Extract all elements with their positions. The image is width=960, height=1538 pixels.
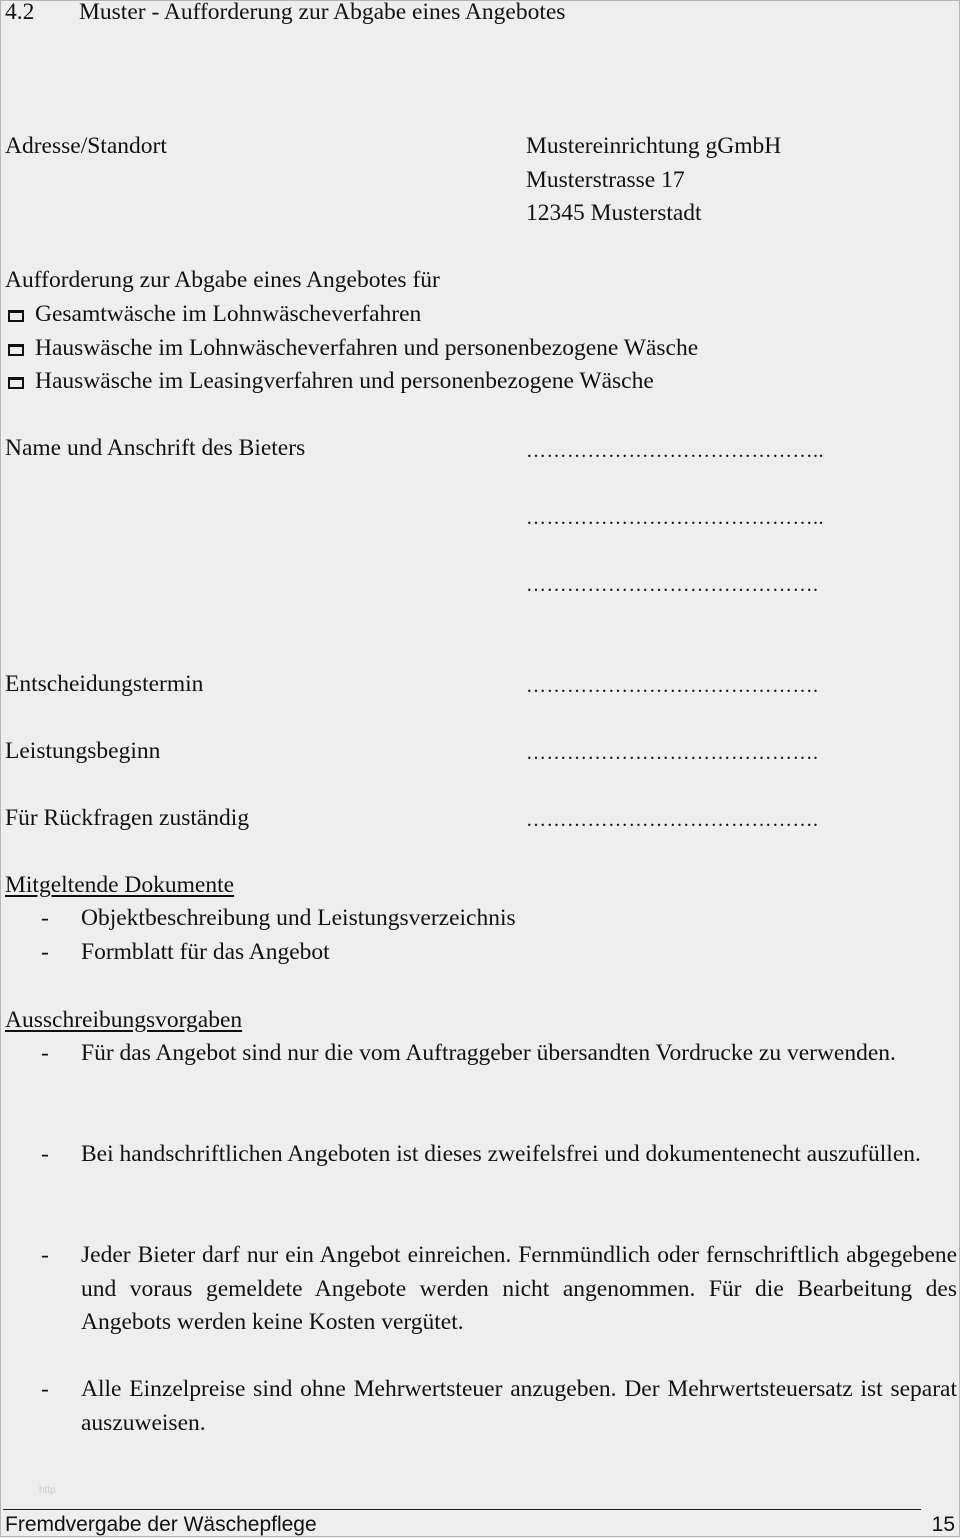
option-label: Hauswäsche im Leasingverfahren und personenbezogene Wäsche	[35, 368, 654, 394]
address-line: 12345 Musterstadt	[526, 200, 702, 226]
request-intro: Aufforderung zur Abgabe eines Angebotes für	[5, 267, 440, 293]
requirement-item: Bei handschriftlichen Angeboten ist dieses zweifelsfrei und dokumentenecht auszufüllen.	[81, 1141, 921, 1167]
decision-field[interactable]: …………………………………….	[526, 675, 819, 697]
checkbox-icon[interactable]	[8, 344, 24, 356]
option-hauswaesche-leasing[interactable]	[8, 367, 654, 395]
bidder-field[interactable]: ……………………………………..	[526, 507, 824, 529]
bidder-label: Name und Anschrift des Bieters	[5, 435, 306, 461]
option-hauswaesche-lohn[interactable]	[8, 334, 698, 362]
requirement-item: Alle Einzelpreise sind ohne Mehrwertsteuer anzugeben. Der Mehrwertsteuersatz ist separat auszuweisen.	[81, 1376, 957, 1436]
decision-label: Entscheidungstermin	[5, 671, 204, 697]
start-field[interactable]: …………………………………….	[526, 742, 819, 764]
bullet: -	[41, 939, 49, 965]
footer-divider	[3, 1509, 921, 1510]
bullet: -	[41, 905, 49, 931]
start-label: Leistungsbeginn	[5, 738, 161, 764]
contact-label: Für Rückfragen zuständig	[5, 805, 250, 831]
checkbox-icon[interactable]	[8, 310, 24, 322]
address-line: Mustereinrichtung gGmbH	[526, 133, 782, 159]
requirement-item: Jeder Bieter darf nur ein Angebot einreichen. Fernmündlich oder fernschriftlich abgegebene und voraus gemeldete Angebote werden nicht angenommen. Für die Bearbeitung des Angebots werden keine Kosten vergütet.	[81, 1242, 957, 1335]
option-gesamtwaesche[interactable]	[8, 300, 421, 328]
section-number: 4.2	[5, 0, 35, 25]
option-label: Gesamtwäsche im Lohnwäscheverfahren	[35, 301, 422, 327]
bullet: -	[41, 1242, 49, 1268]
address-label: Adresse/Standort	[5, 133, 167, 159]
bidder-field[interactable]: ……………………………………..	[526, 440, 824, 462]
faint-text: http	[39, 1485, 56, 1496]
page-title: Muster - Aufforderung zur Abgabe eines Angebotes	[79, 0, 566, 25]
requirements-heading: Ausschreibungsvorgaben	[5, 1007, 243, 1033]
page-number: 15	[931, 1513, 955, 1536]
bidder-field[interactable]: …………………………………….	[526, 574, 819, 596]
document-item: Formblatt für das Angebot	[81, 939, 330, 965]
documents-heading: Mitgeltende Dokumente	[5, 872, 235, 898]
bullet: -	[41, 1141, 49, 1167]
requirement-item: Für das Angebot sind nur die vom Auftraggeber übersandten Vordrucke zu verwenden.	[81, 1040, 896, 1066]
address-line: Musterstrasse 17	[526, 167, 685, 193]
footer-title: Fremdvergabe der Wäschepflege	[5, 1513, 317, 1536]
bullet: -	[41, 1376, 49, 1402]
option-label: Hauswäsche im Lohnwäscheverfahren und personenbezogene Wäsche	[35, 335, 699, 361]
document-item: Objektbeschreibung und Leistungsverzeichnis	[81, 905, 516, 931]
contact-field[interactable]: …………………………………….	[526, 809, 819, 831]
checkbox-icon[interactable]	[8, 377, 24, 389]
bullet: -	[41, 1040, 49, 1066]
